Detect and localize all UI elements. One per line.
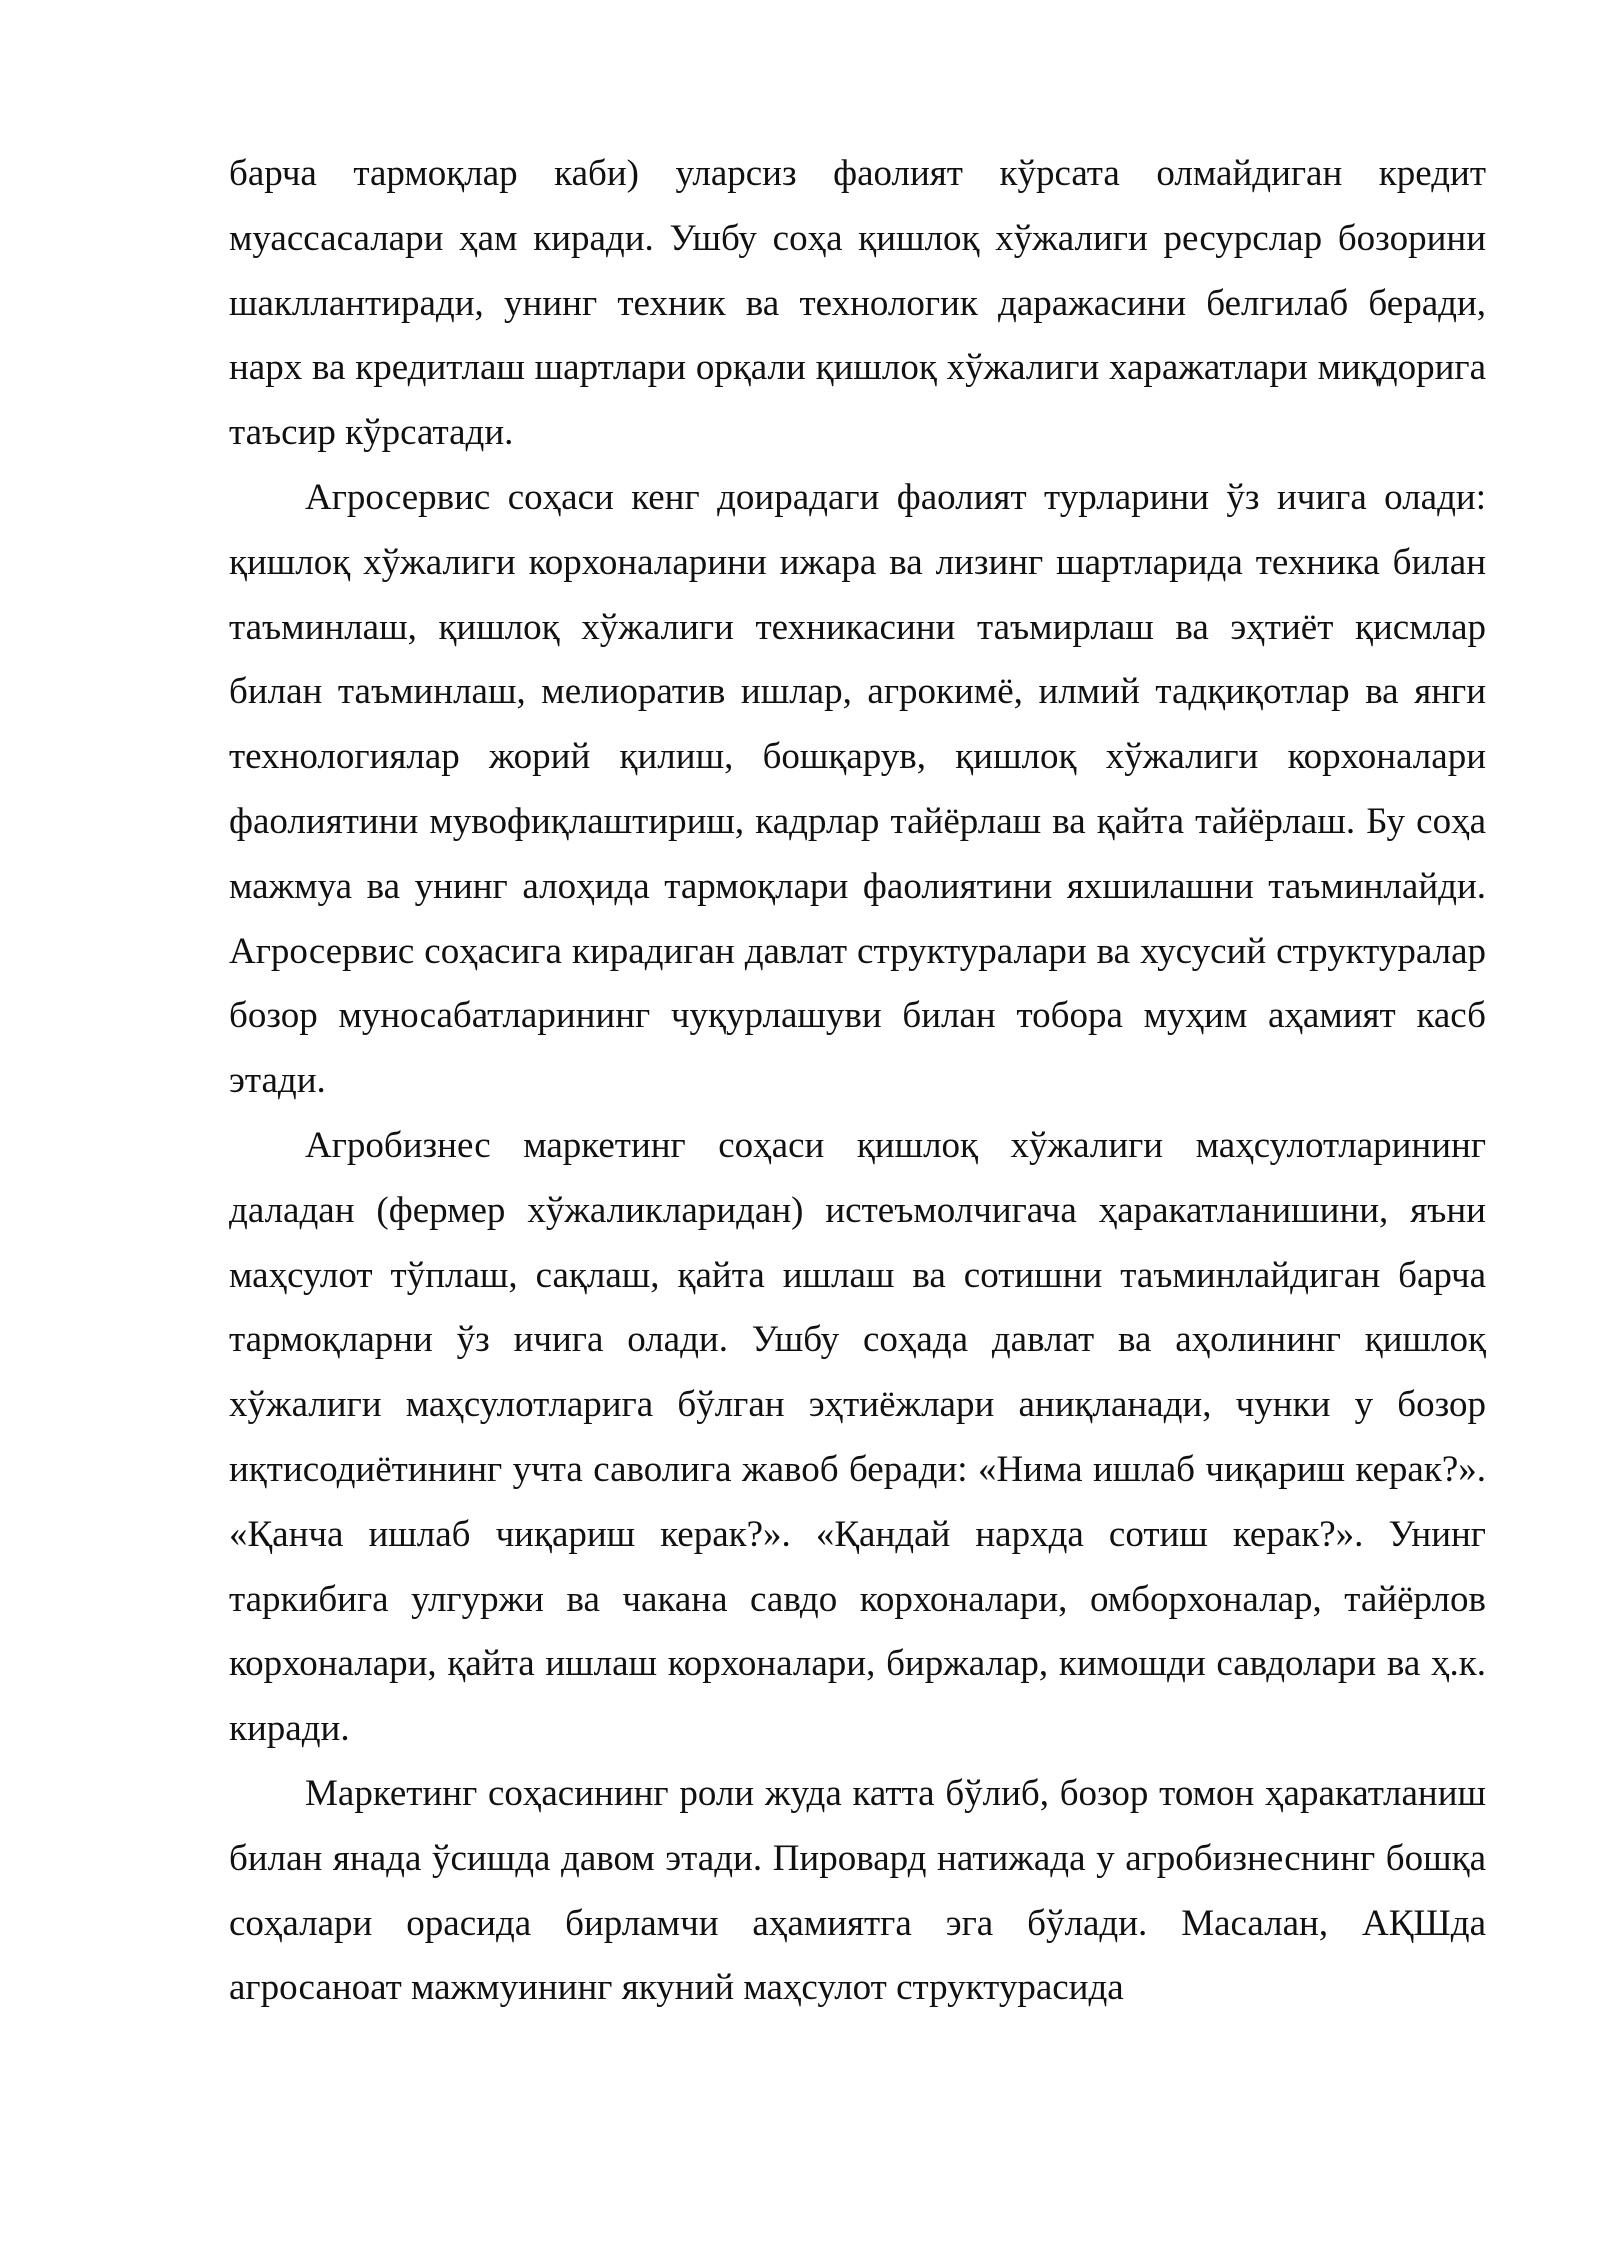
paragraph-continuation: барча тармоқлар каби) уларсиз фаолият кўрсата олмайдиган кредит муассасалари ҳам киради. Ушбу соҳа қишлоқ хўжалиги ресурслар бозорини шакллантиради, унинг техник ва технологик даражасини белгилаб беради, нарх ва кредитлаш шартлари орқали қишлоқ хўжалиги харажатлари миқдорига таъсир кўрсатади. (229, 153, 1486, 454)
paragraph-marketing-role: Маркетинг соҳасининг роли жуда катта бўлиб, бозор томон ҳаракатланиш билан янада ўсишда давом этади. Пировард натижада у агробизнеснинг бошқа соҳалари орасида бирламчи аҳамиятга эга бўлади. Масалан, АҚШда агросаноат мажмуининг якуний маҳсулот структурасида (229, 1772, 1486, 2009)
paragraph-agroservice: Агросервис соҳаси кенг доирадаги фаолият турларини ўз ичига олади: қишлоқ хўжалиги корхоналарини ижара ва лизинг шартларида техника билан таъминлаш, қишлоқ хўжалиги техникасини таъмирлаш ва эҳтиёт қисмлар билан таъминлаш, мелиоратив ишлар, агрокимё, илмий тадқиқотлар ва янги технологиялар жорий қилиш, бошқарув, қишлоқ хўжалиги корхоналари фаолиятини мувофиқлаштириш, кадрлар тайёрлаш ва қайта тайёрлаш. Бу соҳа мажмуа ва унинг алоҳида тармоқлари фаолиятини яхшилашни таъминлайди. Агросервис соҳасига кирадиган давлат структуралари ва хусусий структуралар бозор муносабатларининг чуқурлашуви билан тобора муҳим аҳамият касб этади. (229, 476, 1486, 1102)
paragraph-agribusiness-marketing: Агробизнес маркетинг соҳаси қишлоқ хўжалиги маҳсулотларининг даладан (фермер хўжаликларидан) истеъмолчигача ҳаракатланишини, яъни маҳсулот тўплаш, сақлаш, қайта ишлаш ва сотишни таъминлайдиган барча тармоқларни ўз ичига олади. Ушбу соҳада давлат ва аҳолининг қишлоқ хўжалиги маҳсулотларига бўлган эҳтиёжлари аниқланади, чунки у бозор иқтисодиётининг учта саволига жавоб беради: «Нима ишлаб чиқариш керак?». «Қанча ишлаб чиқариш керак?». «Қандай нархда сотиш керак?». Унинг таркибига улгуржи ва чакана савдо корхоналари, омборхоналар, тайёрлов корхоналари, қайта ишлаш корхоналари, биржалар, кимошди савдолари ва ҳ.к. киради. (229, 1124, 1486, 1750)
body-text (229, 142, 1486, 2021)
